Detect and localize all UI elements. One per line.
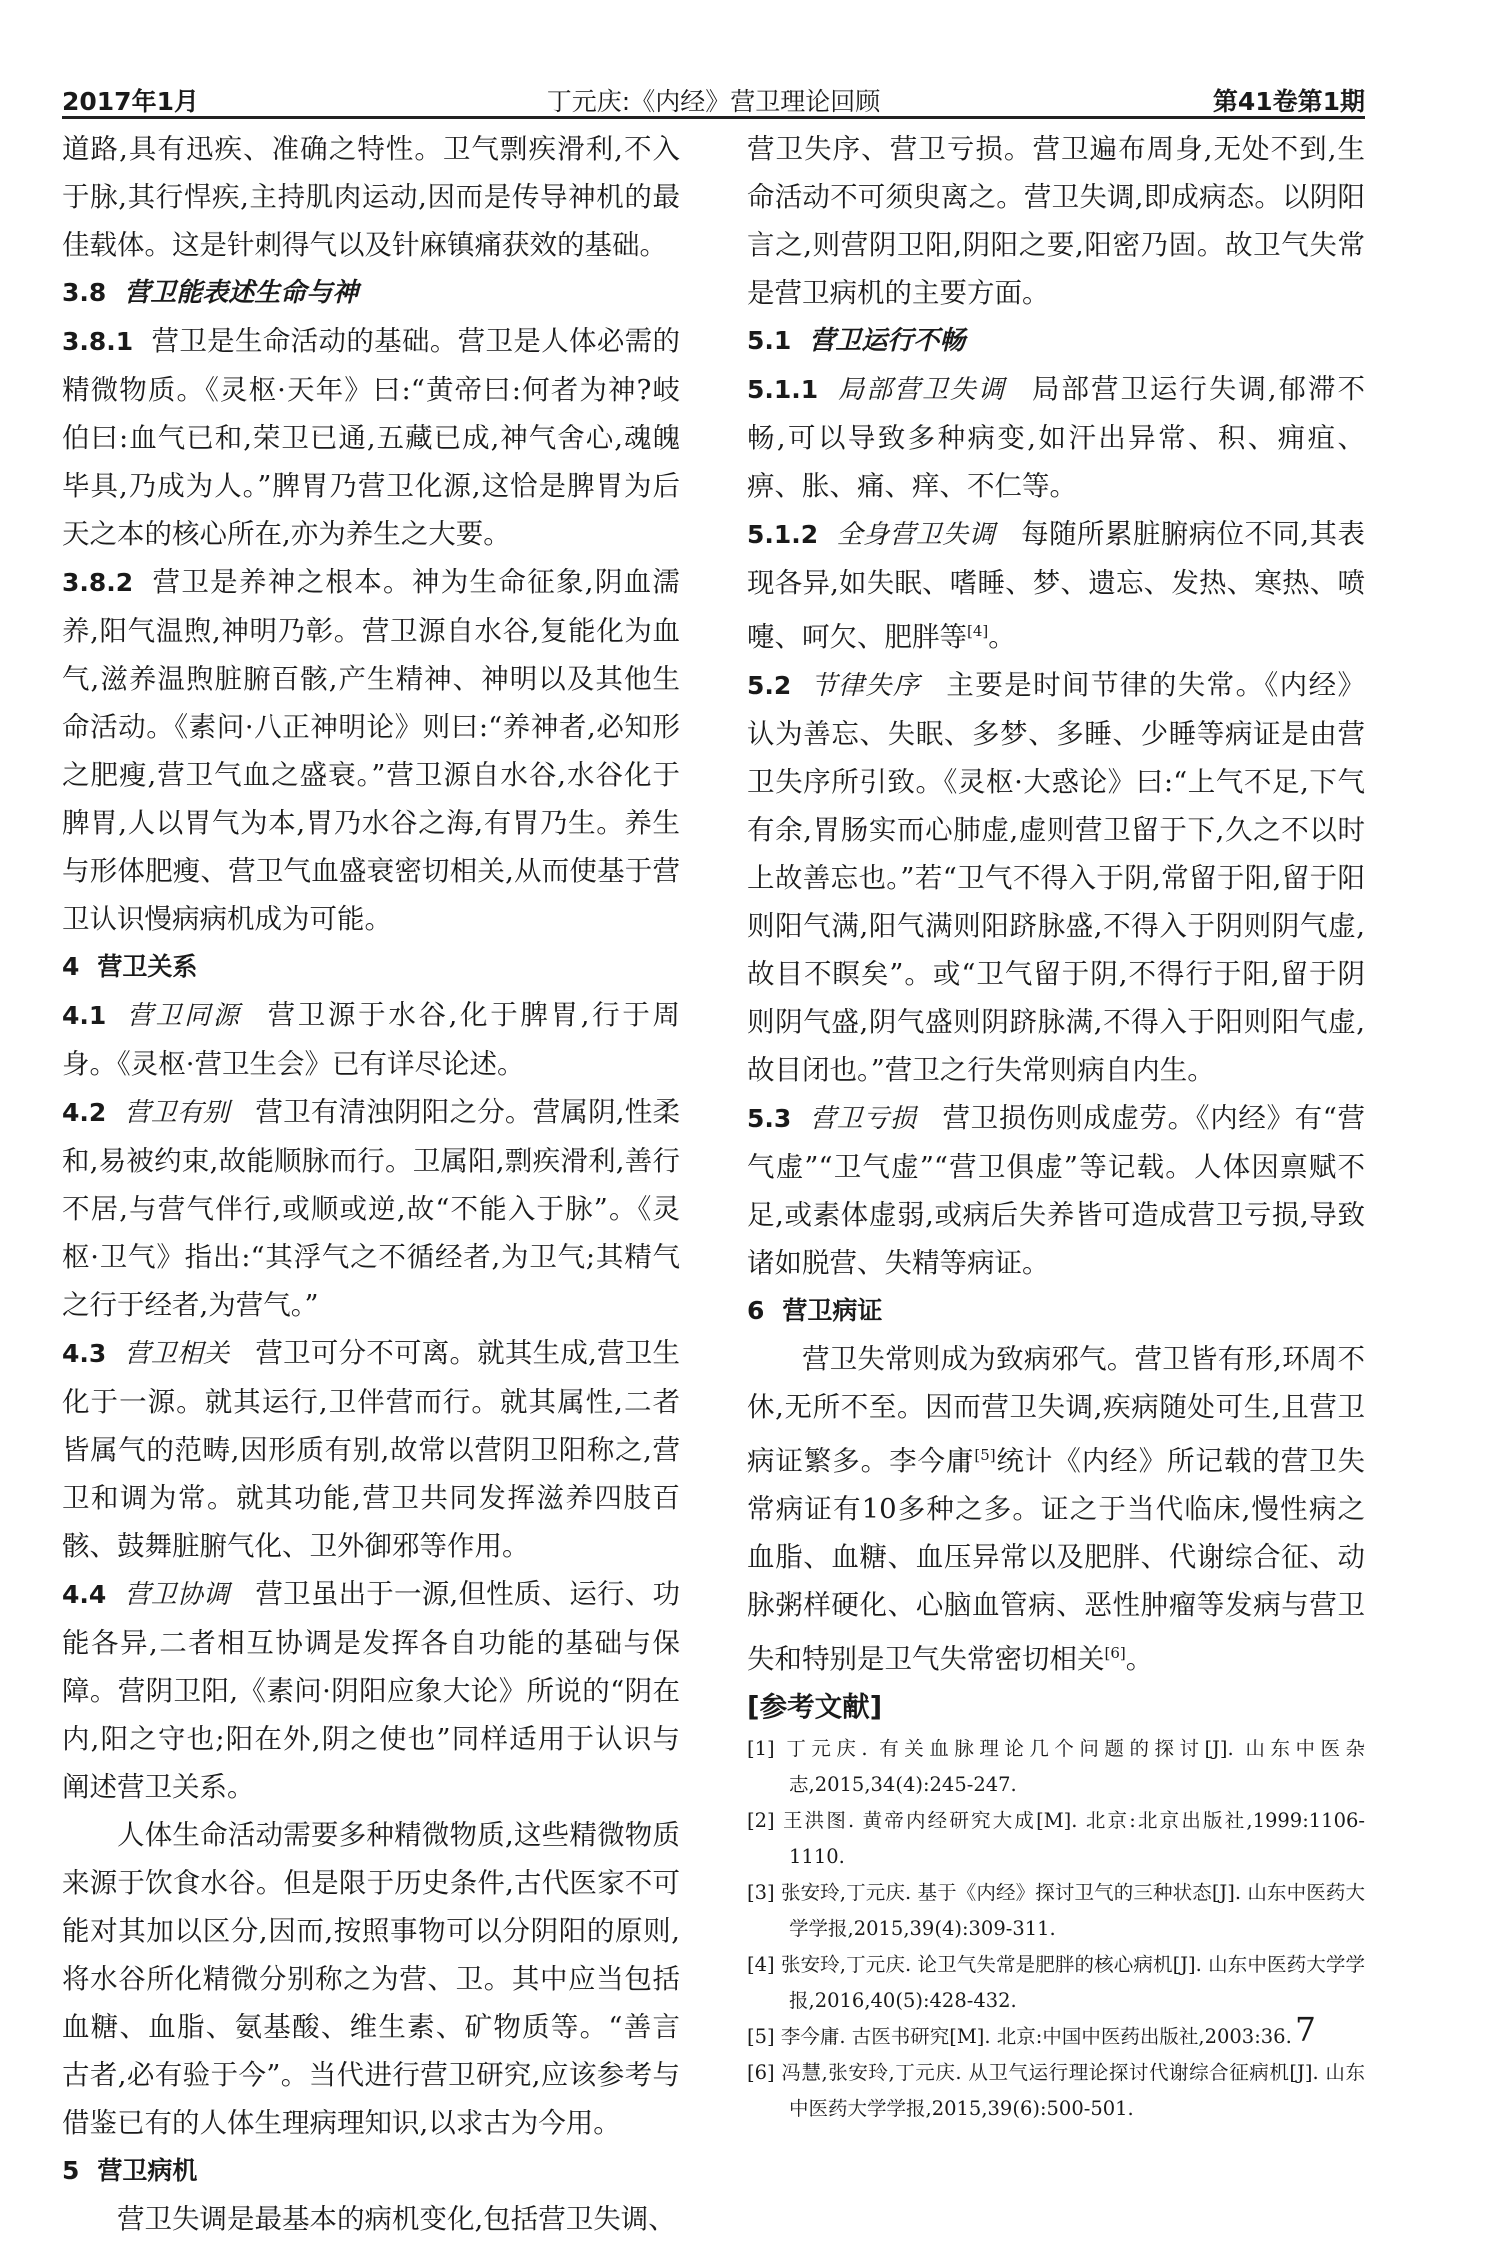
section-heading-5-1: 5.1 营卫运行不畅 — [747, 326, 966, 356]
subsection-5-1-2: 5.1.2 全身营卫失调 每随所累脏腑病位不同,其表现各异,如失眠、嗜睡、梦、遗忘、发热、寒热、喷嚏、呵欠、肥胖等[4]。 — [747, 518, 1365, 654]
paragraph: 营卫失常则成为致病邪气。营卫皆有形,环周不休,无所不至。因而营卫失调,疾病随处可生,且营卫病证繁多。李今庸[5]统计《内经》所记载的营卫失常病证有10多种之多。证之于当代临床,慢性病之血脂、血糖、血压异常以及肥胖、代谢综合征、动脉粥样硬化、心脑血管病、恶性肿瘤等发病与营卫失和特别是卫气失常密切相关[6]。 — [747, 1343, 1366, 1676]
page-number: 7 — [1295, 2010, 1316, 2049]
section-heading-3-8: 3.8 营卫能表述生命与神 — [62, 278, 359, 308]
subsection-5-2: 5.2 节律失序 主要是时间节律的失常。《内经》认为善忘、失眠、多梦、多睡、少睡等病证是由营卫失序所引致。《灵枢·大惑论》曰:“上气不足,下气有余,胃肠实而心肺虚,虚则营卫留于下,久之不以时上故善忘也。”若“卫气不得入于阴,常留于阳,留于阳则阳气满,阳气满则阳跻脉盛,不得入于阴则阴气虚,故目不瞑矣”。或“卫气留于阴,不得行于阳,留于阴则阴气盛,阴气盛则阴跻脉满,不得入于阳则阳气虚,故目闭也。”营卫之行失常则病自内生。 — [747, 669, 1365, 1087]
references-heading: [参考文献] — [747, 1691, 883, 1724]
reference-list — [747, 1731, 1365, 2127]
paragraph: 道路,具有迅疾、准确之特性。卫气剽疾滑利,不入于脉,其行悍疾,主持肌肉运动,因而是传导神机的最佳载体。这是针刺得气以及针麻镇痛获效的基础。 — [62, 133, 680, 261]
citation: [6] — [1104, 1644, 1126, 1663]
section-heading-5: 5 营卫病机 — [62, 2156, 198, 2185]
left-column — [62, 125, 680, 2243]
reference-item: [1] 丁元庆. 有关血脉理论几个问题的探讨[J]. 山东中医杂志,2015,34(4):245-247. — [747, 1737, 1365, 1797]
running-header — [62, 76, 1365, 119]
reference-item: [5] 李今庸. 古医书研究[M]. 北京:中国中医药出版社,2003:36. — [747, 2025, 1292, 2049]
subsection-5-1-1: 5.1.1 局部营卫失调 局部营卫运行失调,郁滞不畅,可以导致多种病变,如汗出异常、积、痈疽、痹、胀、痛、痒、不仁等。 — [747, 373, 1365, 502]
right-column — [747, 125, 1365, 2127]
paragraph: 营卫失序、营卫亏损。营卫遍布周身,无处不到,生命活动不可须臾离之。营卫失调,即成病态。以阴阳言之,则营阴卫阳,阴阳之要,阳密乃固。故卫气失常是营卫病机的主要方面。 — [747, 133, 1365, 309]
paragraph: 营卫失调是最基本的病机变化,包括营卫失调、 — [117, 2203, 676, 2235]
reference-item: [4] 张安玲,丁元庆. 论卫气失常是肥胖的核心病机[J]. 山东中医药大学学报,2016,40(5):428-432. — [747, 1953, 1365, 2013]
reference-item: [2] 王洪图. 黄帝内经研究大成[M]. 北京:北京出版社,1999:1106-1110. — [747, 1809, 1365, 1869]
reference-item: [6] 冯慧,张安玲,丁元庆. 从卫气运行理论探讨代谢综合征病机[J]. 山东中医药大学学报,2015,39(6):500-501. — [747, 2061, 1365, 2121]
subsection-5-3: 5.3 营卫亏损 营卫损伤则成虚劳。《内经》有“营气虚”“卫气虚”“营卫俱虚”等记载。人体因禀赋不足,或素体虚弱,或病后失养皆可造成营卫亏损,导致诸如脱营、失精等病证。 — [747, 1102, 1365, 1280]
header-date: 2017年1月 — [62, 87, 199, 116]
citation: [4] — [967, 622, 989, 640]
subsection-4-2: 4.2 营卫有别 营卫有清浊阴阳之分。营属阴,性柔和,易被约束,故能顺脉而行。卫属阳,剽疾滑利,善行不居,与营气伴行,或顺或逆,故“不能入于脉”。《灵枢·卫气》指出:“其浮气之不循经者,为卫气;其精气之行于经者,为营气。” — [62, 1096, 680, 1321]
subsection-4-4: 4.4 营卫协调 营卫虽出于一源,但性质、运行、功能各异,二者相互协调是发挥各自功能的基础与保障。营阴卫阳,《素问·阴阳应象大论》所说的“阴在内,阳之守也;阳在外,阴之使也”同样适用于认识与阐述营卫关系。 — [62, 1578, 680, 1803]
subsection-4-1: 4.1 营卫同源 营卫源于水谷,化于脾胃,行于周身。《灵枢·营卫生会》已有详尽论述。 — [62, 999, 680, 1080]
section-heading-4: 4 营卫关系 — [62, 952, 198, 981]
section-heading-6: 6 营卫病证 — [747, 1296, 883, 1326]
subsection-3-8-2: 3.8.2 营卫是养神之根本。神为生命征象,阴血濡养,阳气温煦,神明乃彰。营卫源自水谷,复能化为血气,滋养温煦脏腑百骸,产生精神、神明以及其他生命活动。《素问·八正神明论》则曰:“养神者,必知形之肥瘦,营卫气血之盛衰。”营卫源自水谷,水谷化于脾胃,人以胃气为本,胃乃水谷之海,有胃乃生。养生与形体肥瘦、营卫气血盛衰密切相关,从而使基于营卫认识慢病病机成为可能。 — [62, 566, 680, 935]
subsection-4-3: 4.3 营卫相关 营卫可分不可离。就其生成,营卫生化于一源。就其运行,卫伴营而行。就其属性,二者皆属气的范畴,因形质有别,故常以营阴卫阳称之,营卫和调为常。就其功能,营卫共同发挥滋养四肢百骸、鼓舞脏腑气化、卫外御邪等作用。 — [62, 1337, 680, 1562]
reference-item: [3] 张安玲,丁元庆. 基于《内经》探讨卫气的三种状态[J]. 山东中医药大学学报,2015,39(4):309-311. — [747, 1881, 1365, 1941]
paragraph: 人体生命活动需要多种精微物质,这些精微物质来源于饮食水谷。但是限于历史条件,古代医家不可能对其加以区分,因而,按照事物可以分阴阳的原则,将水谷所化精微分别称之为营、卫。其中应当包括血糖、血脂、氨基酸、维生素、矿物质等。“善言古者,必有验于今”。当代进行营卫研究,应该参考与借鉴已有的人体生理病理知识,以求古为今用。 — [62, 1819, 680, 2139]
subsection-3-8-1: 3.8.1 营卫是生命活动的基础。营卫是人体必需的精微物质。《灵枢·天年》曰:“黄帝曰:何者为神?岐伯曰:血气已和,荣卫已通,五藏已成,神气舍心,魂魄毕具,乃成为人。”脾胃乃营卫化源,这恰是脾胃为后天之本的核心所在,亦为养生之大要。 — [62, 325, 680, 550]
citation: [5] — [974, 1446, 996, 1465]
header-volume-issue: 第41卷第1期 — [1212, 87, 1365, 116]
header-article-title: 丁元庆:《内经》营卫理论回顾 — [546, 87, 881, 116]
